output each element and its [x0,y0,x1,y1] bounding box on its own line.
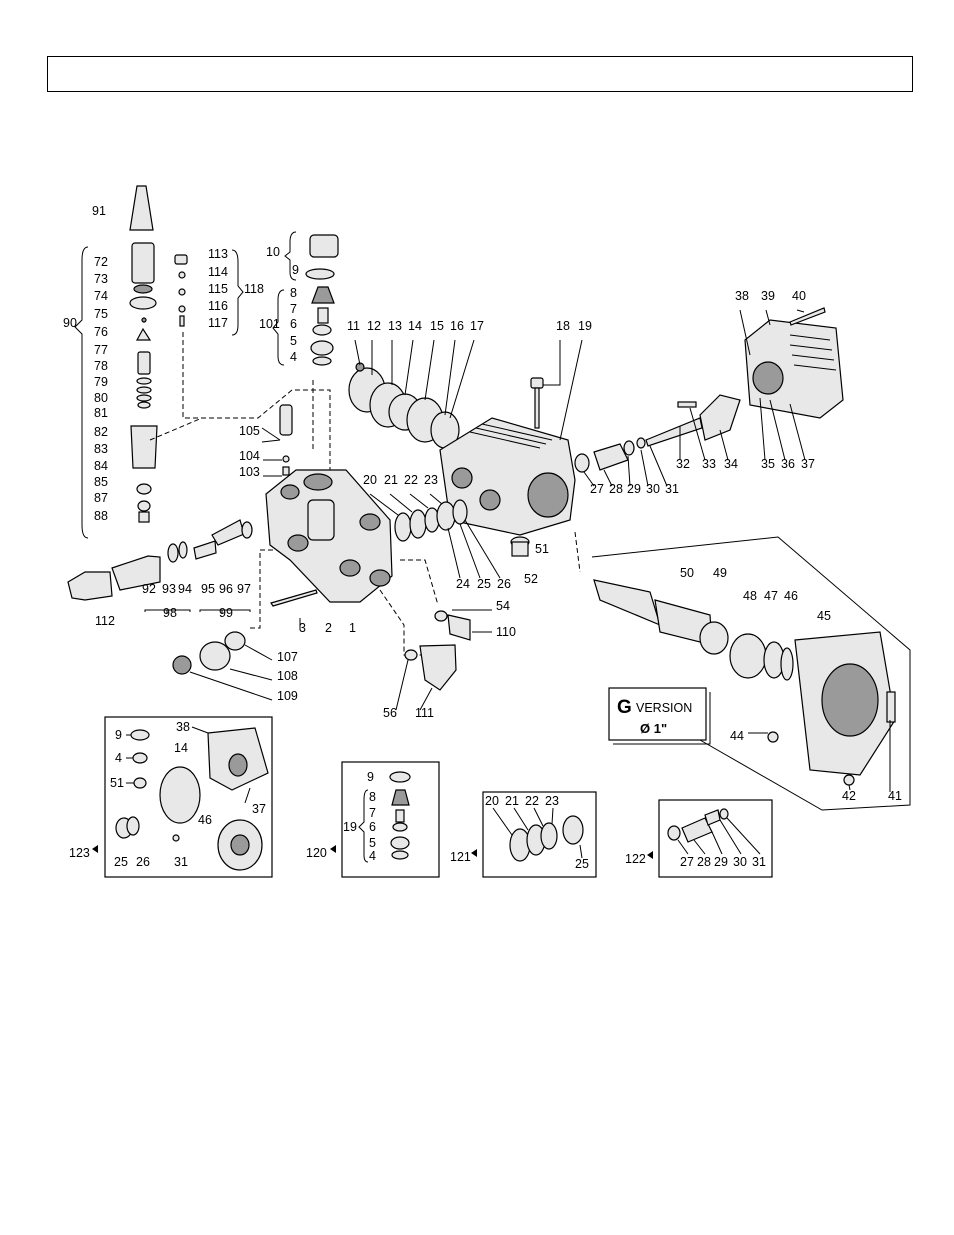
inset-122-label: 27 [680,855,694,869]
g-version-letter: G [617,697,632,718]
callout-92: 92 [142,582,156,596]
callout-34: 34 [724,457,738,471]
callout-42: 42 [842,789,856,803]
inset-121-arrow-icon [471,849,477,857]
callout-85: 85 [94,475,108,489]
callout-9: 9 [292,263,299,277]
inset-123-label: 26 [136,855,150,869]
callout-21: 21 [384,473,398,487]
inset-120-arrow-icon [330,845,336,853]
callout-15: 15 [430,319,444,333]
seals-12-17 [349,363,459,448]
callout-82: 82 [94,425,108,439]
callout-32: 32 [676,457,690,471]
callout-54: 54 [496,599,510,613]
inset-123-label: 9 [115,728,122,742]
callout-83: 83 [94,442,108,456]
callout-12: 12 [367,319,381,333]
callout-99: 99 [219,606,233,620]
rear-cover-35-40 [745,308,843,418]
callout-115: 115 [208,282,228,296]
callout-87: 87 [94,491,108,505]
callout-78: 78 [94,359,108,373]
inset-120-tag: 120 [306,846,327,860]
inset-122-label: 30 [733,855,747,869]
callout-11: 11 [347,319,360,333]
callout-114: 114 [208,265,228,279]
callout-18: 18 [556,319,570,333]
callout-118: 118 [244,282,264,296]
callout-88: 88 [94,509,108,523]
inset-121-label: 20 [485,794,499,808]
callout-107: 107 [277,650,298,664]
callout-116: 116 [208,299,228,313]
callout-84: 84 [94,459,108,473]
callout-22: 22 [404,473,418,487]
callout-105: 105 [239,424,260,438]
inset-123-tag: 123 [69,846,90,860]
inset-120-label: 4 [369,849,376,863]
plug-51-52 [511,537,529,556]
callout-79: 79 [94,375,108,389]
callout-109: 109 [277,689,298,703]
callout-4: 4 [290,350,297,364]
callout-52: 52 [524,572,538,586]
inset-123-label: 51 [110,776,124,790]
callout-94: 94 [178,582,192,596]
inset-123-label: 46 [198,813,212,827]
callout-2: 2 [325,621,332,635]
inset-123-label: 14 [174,741,188,755]
valve-group-101 [311,287,334,365]
callout-3: 3 [299,621,306,635]
callout-19: 19 [578,319,592,333]
callout-20: 20 [363,473,377,487]
callout-50: 50 [680,566,694,580]
callout-40: 40 [792,289,806,303]
callout-25: 25 [477,577,491,591]
callout-33: 33 [702,457,716,471]
callout-29: 29 [627,482,641,496]
inset-122-label: 31 [752,855,766,869]
callout-112: 112 [95,614,115,628]
small-parts-113-117 [175,255,187,326]
inset-122-label: 28 [697,855,711,869]
inset-123-label: 25 [114,855,128,869]
inset-123-label: 37 [252,802,266,816]
callout-39: 39 [761,289,775,303]
callout-108: 108 [277,669,298,683]
inset-121-label: 25 [575,857,589,871]
bracket-90 [75,247,88,538]
callout-30: 30 [646,482,660,496]
inset-121-tag: 121 [450,850,471,864]
callout-44: 44 [730,729,744,743]
g-version-parts [594,580,895,785]
callout-90: 90 [63,316,77,330]
inset-120-label: 7 [369,806,376,820]
g-version-word: VERSION [636,701,693,715]
callout-76: 76 [94,325,108,339]
callout-23: 23 [424,473,438,487]
callout-27: 27 [590,482,604,496]
inset-123-label: 4 [115,751,122,765]
inset-120-label: 6 [369,820,376,834]
inset-122-arrow-icon [647,851,653,859]
callout-111: 111 [415,706,435,720]
dipstick-18 [531,378,543,428]
dashed-guide-5 [380,590,430,655]
callout-14: 14 [408,319,422,333]
dashed-guide-7 [575,532,580,572]
callout-80: 80 [94,391,108,405]
inset-120-label: 19 [343,820,357,834]
leader-103-104 [263,460,282,476]
callout-117: 117 [208,316,228,330]
callout-7: 7 [290,302,297,316]
inset-120-label: 9 [367,770,374,784]
callout-31: 31 [665,482,679,496]
inset-120-label: 5 [369,836,376,850]
inset-122-label: 29 [714,855,728,869]
inset-120-label: 8 [369,790,376,804]
callout-95: 95 [201,582,215,596]
callout-97: 97 [237,582,251,596]
callout-93: 93 [162,582,176,596]
inset-122-tag: 122 [625,852,646,866]
callout-110: 110 [496,625,516,639]
callout-8: 8 [290,286,297,300]
callout-48: 48 [743,589,757,603]
callout-17: 17 [470,319,484,333]
callout-16: 16 [450,319,464,333]
callout-13: 13 [388,319,402,333]
callout-24: 24 [456,577,470,591]
callout-101: 101 [259,317,280,331]
dashed-guide-4 [400,560,438,605]
callout-36: 36 [781,457,795,471]
callout-26: 26 [497,577,511,591]
unloader-valve-assembly [130,186,157,522]
callout-73: 73 [94,272,108,286]
callout-49: 49 [713,566,727,580]
dashed-guide-3 [150,418,202,440]
valve-56-111 [405,645,456,690]
callout-103: 103 [239,465,260,479]
callout-6: 6 [290,317,297,331]
callout-28: 28 [609,482,623,496]
callout-38: 38 [735,289,749,303]
callout-72: 72 [94,255,108,269]
callout-98: 98 [163,606,177,620]
callout-104: 104 [239,449,260,463]
plug-10 [306,235,338,279]
plug-54-110 [435,611,470,640]
bolt-3 [271,590,317,606]
callout-45: 45 [817,609,831,623]
plunger-seals-20-26 [395,500,467,541]
callout-56: 56 [383,706,397,720]
callout-81: 81 [94,406,108,420]
leader-18-19 [543,340,582,440]
callout-35: 35 [761,457,775,471]
callout-47: 47 [764,589,778,603]
leader-105 [262,428,280,442]
inset-123-arrow-icon [92,845,98,853]
inset-121-label: 22 [525,794,539,808]
inset-121-label: 21 [505,794,519,808]
callout-96: 96 [219,582,233,596]
plugs-107-109 [173,632,245,674]
g-version-diameter: Ø 1" [640,721,668,736]
callout-5: 5 [290,334,297,348]
callout-37: 37 [801,457,815,471]
callout-46: 46 [784,589,798,603]
callout-75: 75 [94,307,108,321]
manifold-head [266,470,392,602]
callout-41: 41 [888,789,902,803]
callout-51: 51 [535,542,549,556]
callout-10: 10 [266,245,280,259]
inset-123-label: 31 [174,855,188,869]
inset-123-label: 38 [176,720,190,734]
callout-91: 91 [92,204,106,218]
inset-121-label: 23 [545,794,559,808]
bracket-118 [232,250,243,335]
callout-113: 113 [208,247,228,261]
callout-77: 77 [94,343,108,357]
callout-1: 1 [349,621,356,635]
callout-74: 74 [94,289,108,303]
fitting-105 [280,405,292,475]
